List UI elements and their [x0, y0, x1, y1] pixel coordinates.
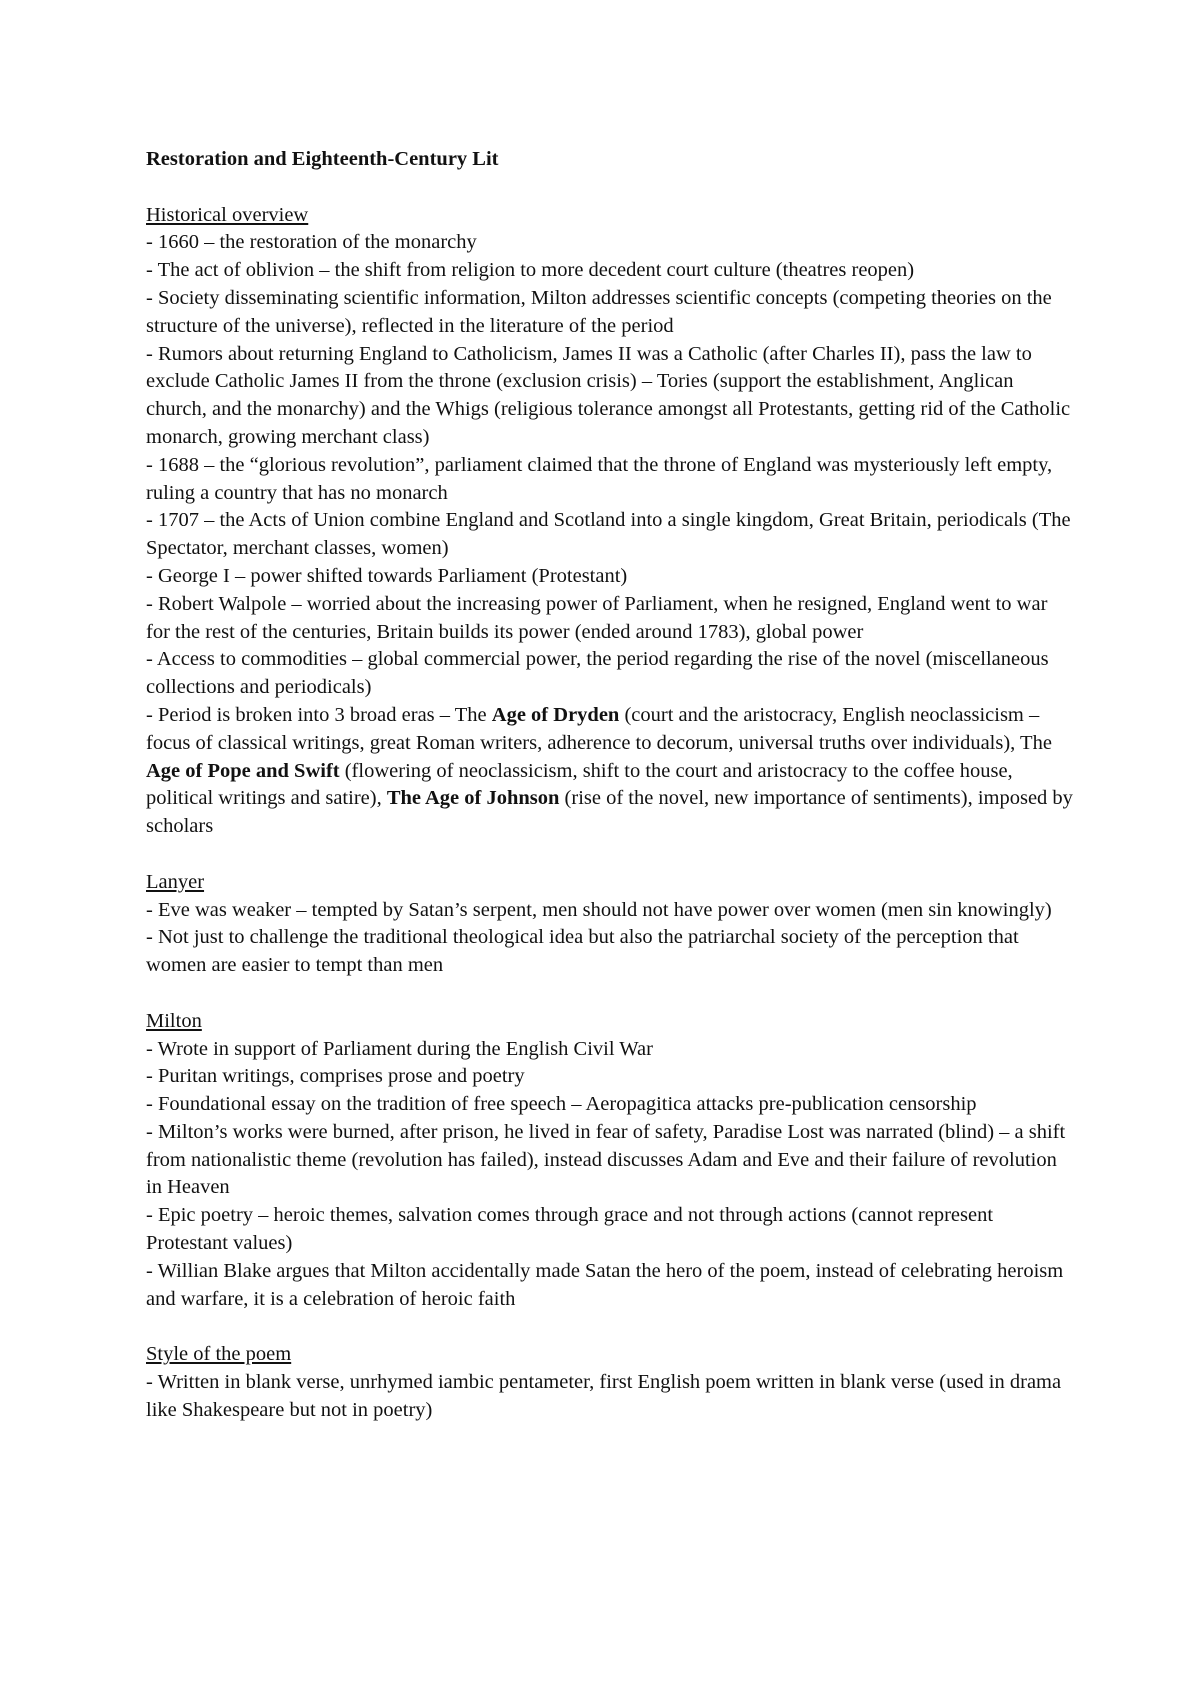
bullet-item: - 1688 – the “glorious revolution”, parliament claimed that the throne of England was mysteriously left empty, ruling a country that has no monarch: [146, 453, 1053, 504]
section-heading-lanyer: Lanyer: [146, 870, 205, 893]
bullet-item: - 1660 – the restoration of the monarchy: [146, 231, 477, 254]
section-heading-milton: Milton: [146, 1009, 202, 1032]
bullet-item-eras: [146, 702, 1076, 841]
section-style-of-the-poem: [146, 1341, 1076, 1424]
section-heading-historical-overview: Historical overview: [146, 203, 309, 226]
era-name-pope-swift: Age of Pope and Swift: [146, 759, 340, 782]
bullet-item: - Written in blank verse, unrhymed iambic pentameter, first English poem written in blank verse (used in drama like Shakespeare but not in poetry): [146, 1371, 1062, 1421]
era-name-dryden: Age of Dryden: [491, 703, 620, 726]
bullet-item: - Eve was weaker – tempted by Satan’s serpent, men should not have power over women (men sin knowingly): [146, 898, 1052, 921]
eras-intro: - Period is broken into 3 broad eras – The: [146, 703, 492, 726]
document-page: [146, 146, 1076, 1452]
era-desc-pope-swift: (flowering of neoclassicism, shift to the court and aristocracy to the coffee house, political writings and satire),: [146, 759, 1013, 810]
bullet-item: - Not just to challenge the traditional theological idea but also the patriarchal society of the perception that women are easier to tempt than men: [146, 926, 1019, 977]
bullet-item: - Wrote in support of Parliament during the English Civil War: [146, 1037, 653, 1060]
bullet-item: - Willian Blake argues that Milton accidentally made Satan the hero of the poem, instead of celebrating heroism and warfare, it is a celebration of heroic faith: [146, 1259, 1064, 1310]
bullet-item: - Access to commodities – global commercial power, the period regarding the rise of the novel (miscellaneous collections and periodicals): [146, 648, 1049, 699]
bullet-item: - 1707 – the Acts of Union combine England and Scotland into a single kingdom, Great Britain, periodicals (The Spectator, merchant classes, women): [146, 509, 1071, 560]
section-lanyer: [146, 869, 1076, 980]
section-heading-style-of-the-poem: Style of the poem: [146, 1343, 292, 1366]
bullet-item: - Milton’s works were burned, after prison, he lived in fear of safety, Paradise Lost was narrated (blind) – a shift from nationalistic theme (revolution has failed), instead discusses Adam and Eve and their failure of revolution in Heaven: [146, 1120, 1066, 1199]
era-name-johnson: The Age of Johnson: [386, 787, 560, 810]
section-historical-overview: [146, 202, 1076, 841]
section-milton: [146, 1008, 1076, 1314]
bullet-item: - Puritan writings, comprises prose and poetry: [146, 1065, 525, 1088]
bullet-item: - George I – power shifted towards Parliament (Protestant): [146, 564, 628, 587]
bullet-item: - Society disseminating scientific information, Milton addresses scientific concepts (competing theories on the structure of the universe), reflected in the literature of the period: [146, 286, 1052, 337]
document-title: Restoration and Eighteenth-Century Lit: [146, 148, 499, 170]
era-desc-dryden: (court and the aristocracy, English neoclassicism – focus of classical writings, great Roman writers, adherence to decorum, universal truths over individuals), The: [146, 703, 1052, 754]
bullet-item: - Epic poetry – heroic themes, salvation comes through grace and not through actions (cannot represent Protestant values): [146, 1204, 994, 1255]
bullet-item: - Rumors about returning England to Catholicism, James II was a Catholic (after Charles II), pass the law to exclude Catholic James II from the throne (exclusion crisis) – Tories (support the establishment, Anglican church, and the monarchy) and the Whigs (religious tolerance amongst all Protestants, getting rid of the Catholic monarch, growing merchant class): [146, 342, 1071, 448]
bullet-item: - The act of oblivion – the shift from religion to more decedent court culture (theatres reopen): [146, 259, 915, 282]
bullet-item: - Foundational essay on the tradition of free speech – Aeropagitica attacks pre-publication censorship: [146, 1093, 977, 1116]
bullet-item: - Robert Walpole – worried about the increasing power of Parliament, when he resigned, England went to war for the rest of the centuries, Britain builds its power (ended around 1783), global power: [146, 592, 1048, 643]
era-desc-johnson: (rise of the novel, new importance of sentiments), imposed by scholars: [146, 787, 1073, 838]
